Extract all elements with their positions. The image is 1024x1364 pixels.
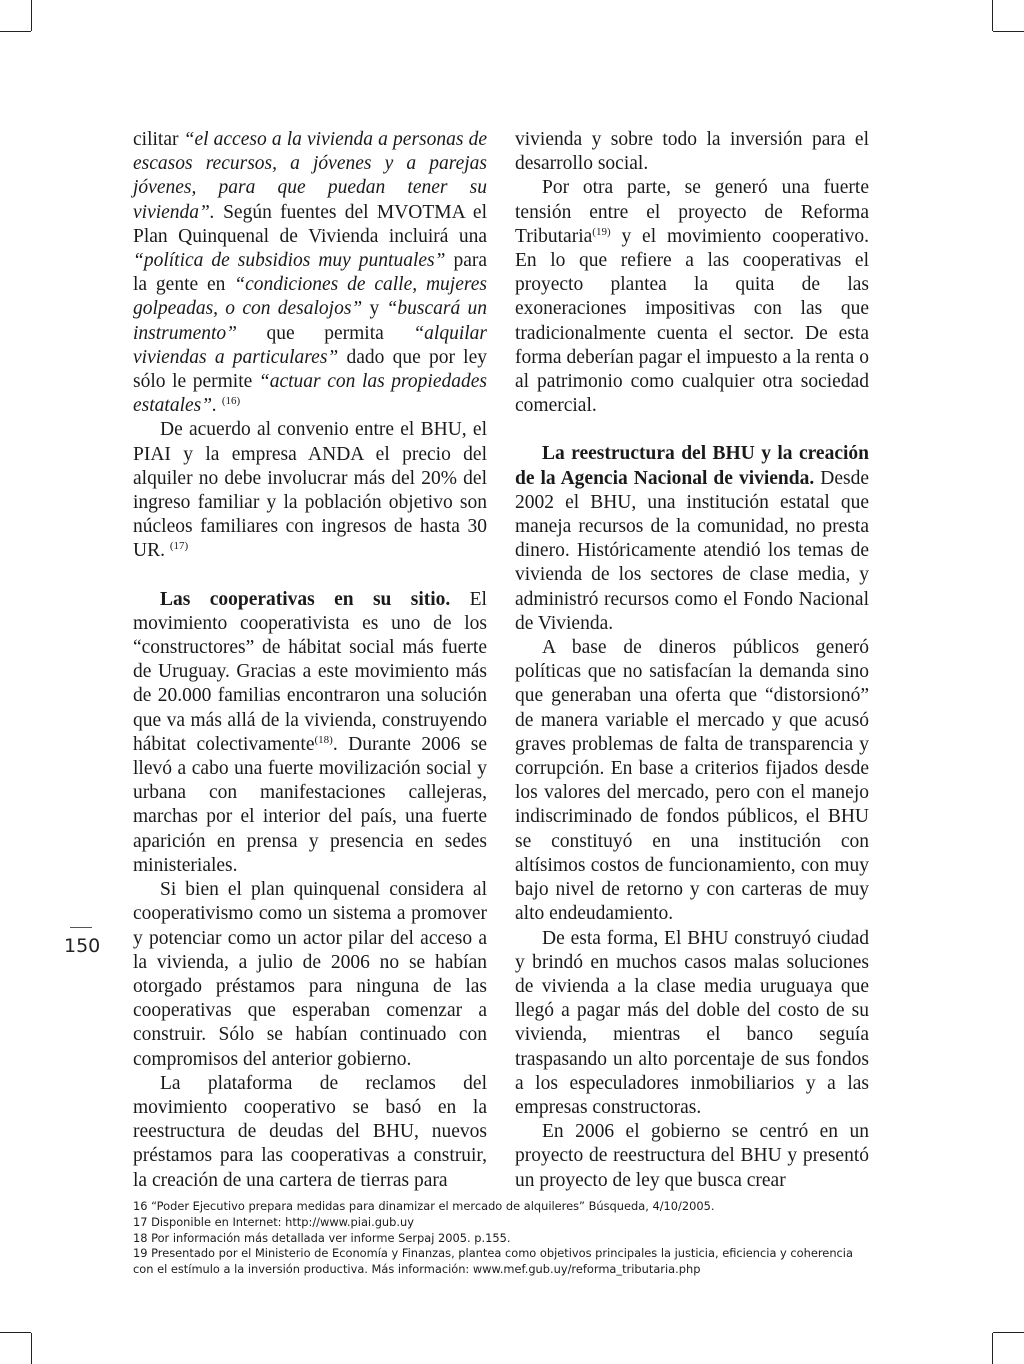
footnote-19-continued: con el estímulo a la inversión productiva. Más información: www.mef.gub.uy/reforma_tributaria.php [133,1262,701,1277]
crop-mark-top-right-v [992,0,993,31]
left-paragraph-3: Las cooperativas en su sitio. El movimiento cooperativista es uno de los “constructores” de hábitat social más fuerte de Uruguay. Gracias a este movimiento más de 20.000 familias encontraron una solución que va más allá de la vivienda, construyendo hábitat colectivamente$^{(18)}$. Durante 2006 se llevó a cabo una fuerte movilización social y urbana con manifestaciones callejeras, marchas por el interior del país, una fuerte aparición en prensa y presencia en sedes ministeriales. [133,588,487,876]
crop-mark-bottom-right-v [992,1333,993,1364]
footnote-ref-17: (17) [169,540,189,553]
crop-mark-bottom-left-v [31,1333,32,1364]
left-paragraph-1: cilitar “el acceso a la vivienda a personas de escasos recursos, a jóvenes y a parejas jóvenes, para que puedan tener su vivienda”. Según fuentes del MVOTMA el Plan Quinquenal de Vivienda incluirá una “política de subsidios muy puntuales” para la gente en “condiciones de calle, mujeres golpeadas, o con desalojos” y “buscará un instrumento” que permita “alquilar viviendas a particulares” dado que por ley sólo le permite “actuar con las propiedades estatales”. $^{(16)}$ [133,129,487,417]
left-paragraph-2: De acuerdo al convenio entre el BHU, el PIAI y la empresa ANDA el precio del alquiler no debe involucrar más del 20% del ingreso familiar y la población objetivo son núcleos familiares con ingresos de hasta 30 UR. $^{(17)}$ [133,419,487,562]
crop-mark-top-left-h [0,31,31,32]
left-paragraph-5: La plataforma de reclamos del movimiento cooperativo se basó en la reestructura de deudas del BHU, nuevos préstamos para las cooperativas a construir, la creación de una cartera de tierras para [133,1072,487,1191]
footnote-ref-18: (18) [314,733,333,746]
footnotes [133,1199,873,1278]
footnote-17: 17 Disponible en Internet: http://www.piai.gub.uy [133,1214,414,1229]
right-paragraph-2: Por otra parte, se generó una fuerte tensión entre el proyecto de Reforma Tributaria$^{(19)}$ y el movimiento cooperativo. En lo que refiere a las cooperativas el proyecto plantea la quita de las exoneraciones impositivas con las que tradicionalmente cuenta el sector. De esta forma deberían pagar el impuesto a la renta o al patrimonio como cualquier otra sociedad comercial. [515,177,869,417]
right-paragraph-5: De esta forma, El BHU construyó ciudad y brindó en muchos casos malas soluciones de vivienda a la clase media uruguaya que llegó a pagar más del doble del costo de su vivienda, mientras el banco seguía traspasando un alto porcentaje de sus fondos a los especuladores inmobiliarios y a las empresas constructoras. [515,927,869,1118]
page-number: 150 [64,935,101,957]
section-heading-cooperativas: Las cooperativas en su sitio. [160,588,451,610]
right-column [515,128,869,1193]
right-paragraph-6: En 2006 el gobierno se centró en un proyecto de reestructura del BHU y presentó un proyecto de ley que busca crear [515,1121,869,1191]
crop-mark-bottom-right-h [993,1332,1024,1333]
footnote-ref-16: (16) [221,395,241,408]
left-column [133,128,487,1193]
right-paragraph-4: A base de dineros públicos generó políticas que no satisfacían la demanda sino que generaban una oferta que “distorsionó” de manera variable el mercado y que acusó graves problemas de falta de transparencia y corrupción. En base a criterios fijados desde los valores del mercado, pero con el manejo indiscriminado de fondos públicos, el BHU se constituyó en una institución con altísimos costos de funcionamiento, con muy bajo nivel de retorno y con carteras de muy alto endeudamiento. [515,637,869,925]
right-paragraph-3: La reestructura del BHU y la creación de la Agencia Nacional de vivienda. Desde 2002 el BHU, una institución estatal que maneja recursos de la comunidad, no presta dinero. Históricamente atendió los temas de vivienda de los sectores de clase media, y administró recursos como el Fondo Nacional de Vivienda. [515,443,869,634]
crop-mark-top-right-h [993,31,1024,32]
footnote-19: 19 Presentado por el Ministerio de Economía y Finanzas, plantea como objetivos principales la justicia, eficiencia y coherencia [133,1246,853,1261]
footnote-16: 16 “Poder Ejecutivo prepara medidas para dinamizar el mercado de alquileres” Búsqueda, 4/10/2005. [133,1199,715,1213]
section-heading-bhu: La reestructura del BHU y la creación de la Agencia Nacional de vivienda. [515,443,869,489]
footnote-ref-19: (19) [592,225,611,238]
footnote-18: 18 Por información más detallada ver informe Serpaj 2005. p.155. [133,1230,511,1245]
page-number-rule [70,927,92,928]
crop-mark-bottom-left-h [0,1332,31,1333]
left-paragraph-4: Si bien el plan quinquenal considera al cooperativismo como un sistema a promover y potenciar como un actor pilar del acceso a la vivienda, a julio de 2006 no se habían otorgado préstamos para ninguna de las cooperativas que esperaban comenzar a construir. Sólo se habían continuado con compromisos del anterior gobierno. [133,879,487,1070]
right-paragraph-1: vivienda y sobre todo la inversión para el desarrollo social. [515,129,869,175]
crop-mark-top-left-v [31,0,32,31]
